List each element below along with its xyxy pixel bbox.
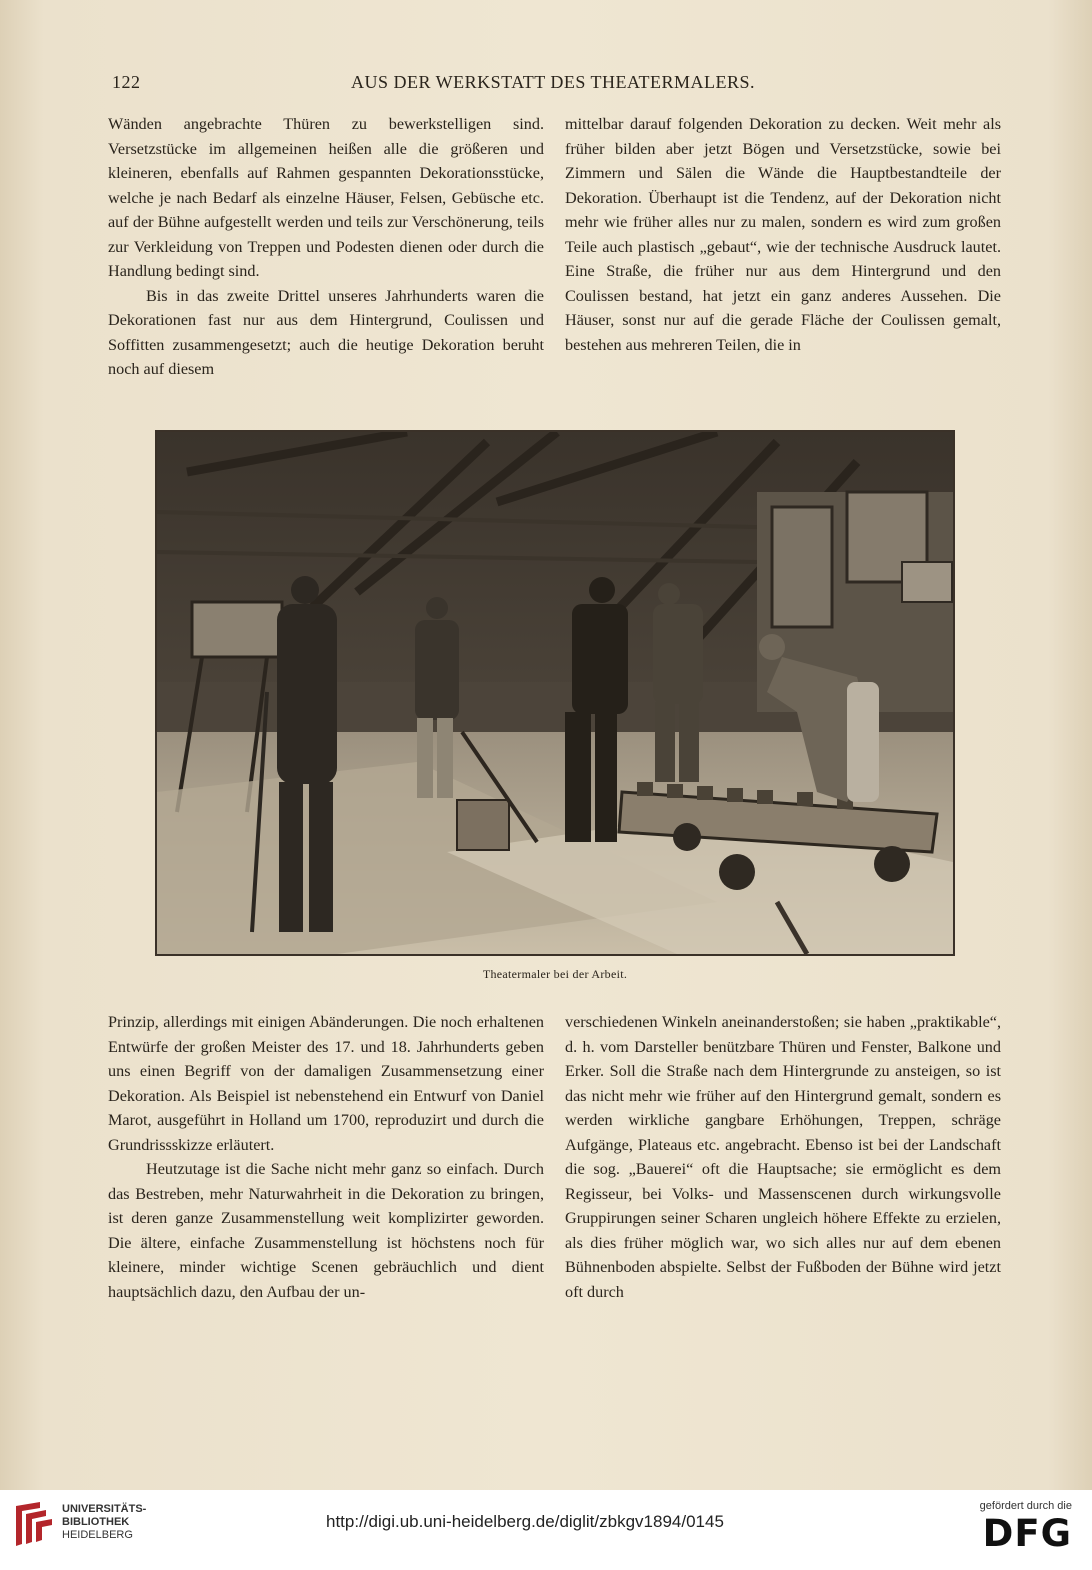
university-library-logo-icon[interactable]	[12, 1500, 54, 1548]
library-name[interactable]	[62, 1503, 146, 1542]
paragraph: Prinzip, allerdings mit einigen Abänderungen. Die noch erhaltenen Entwürfe der großen Meister des 17. und 18. Jahrhunderts geben uns einen Begriff von der damaligen Zusammensetzung einer Dekoration. Als Beispiel ist nebenstehend ein Entwurf von Daniel Marot, ausgeführt in Holland um 1700, reproduzirt und durch die Grundrissskizze erläutert.	[108, 1013, 544, 1154]
sponsor-block[interactable]	[962, 1500, 1072, 1560]
library-name-line: UNIVERSITÄTS-	[62, 1503, 147, 1515]
library-name-line: BIBLIOTHEK	[62, 1516, 130, 1528]
text-column-bottom-left	[108, 1010, 544, 1304]
sponsor-label: gefördert durch die	[979, 1500, 1072, 1512]
text-column-top-right	[565, 112, 1001, 357]
dfg-logo: DFG	[982, 1512, 1072, 1555]
running-title: AUS DER WERKSTATT DES THEATERMALERS.	[350, 72, 756, 92]
figure-caption: Theatermaler bei der Arbeit.	[482, 967, 628, 981]
text-column-top-left	[108, 112, 544, 382]
paragraph: Bis in das zweite Drittel unseres Jahrhunderts waren die Dekorationen fast nur aus dem Hintergrund, Coulissen und Soffitten zusammengesetzt; auch die heutige Dekoration beruht noch auf diesem	[108, 286, 544, 378]
workshop-photograph	[155, 430, 955, 956]
paragraph: mittelbar darauf folgenden Dekoration zu decken. Weit mehr als früher bilden aber jetzt Bögen und Versetzstücke, sowie bei Zimmern und Sälen die Wände die Hauptbestandteile der Dekoration. Überhaupt ist die Tendenz, auf der Dekoration nicht mehr wie früher alles nur zu malen, sondern es wird zum großen Teile auch plastisch „gebaut“, wie der technische Ausdruck lautet. Eine Straße, die früher nur aus dem Hintergrund und den Coulissen bestand, hat jetzt ein ganz anderes Aussehen. Die Häuser, sonst nur auf die gerade Fläche der Coulissen gemalt, bestehen aus mehreren Teilen, die in	[565, 115, 1001, 354]
paragraph: Heutzutage ist die Sache nicht mehr ganz so einfach. Durch das Bestreben, mehr Naturwahrheit in die Dekoration zu bringen, ist deren ganze Zusammenstellung weit komplizirter geworden. Die ältere, einfache Zusammenstellung ist höchstens noch für kleinere, minder wichtige Scenen gebräuchlich und dient hauptsächlich dazu, den Aufbau der un-	[108, 1160, 544, 1301]
permalink-url[interactable]: http://digi.ub.uni-heidelberg.de/diglit/zbkgv1894/0145	[326, 1512, 724, 1531]
photo-illustration	[157, 432, 953, 954]
running-header	[108, 72, 998, 98]
library-name-line: HEIDELBERG	[62, 1529, 133, 1541]
paragraph: Wänden angebrachte Thüren zu bewerkstelligen sind. Versetzstücke im allgemeinen heißen alle die größeren und kleineren, ebenfalls auf Rahmen gespannten Dekorationsstücke, welche je nach Bedarf als einzelne Häuser, Felsen, Gebüsche etc. auf der Bühne aufgestellt werden und teils zur Verschönerung, teils zur Verkleidung von Treppen und Podesten dienen oder durch die Handlung bedingt sind.	[108, 115, 544, 280]
text-column-bottom-right	[565, 1010, 1001, 1304]
page-number: 122	[112, 72, 141, 92]
paragraph: verschiedenen Winkeln aneinanderstoßen; sie haben „praktikable“, d. h. vom Darsteller benützbare Thüren und Fenster, Balkone und Erker. Soll die Straße nach dem Hintergrunde zu ansteigen, so ist das nicht mehr wie früher auf den Hintergrund gemalt, sondern es werden wirkliche gangbare Erhöhungen, Treppen, schräge Aufgänge, Plateaus etc. angebracht. Ebenso ist bei der Landschaft die sog. „Bauerei“ oft die Hauptsache; sie ermöglicht es dem Regisseur, bei Volks- und Massenscenen durch wirkungsvolle Gruppirungen seiner Scharen ungleich höhere Effekte zu erzielen, als dies früher möglich war, wo sich alles nur auf dem ebenen Bühnenboden abspielte. Selbst der Fußboden der Bühne wird jetzt oft durch	[565, 1013, 1001, 1301]
viewer-footer	[0, 1490, 1092, 1570]
